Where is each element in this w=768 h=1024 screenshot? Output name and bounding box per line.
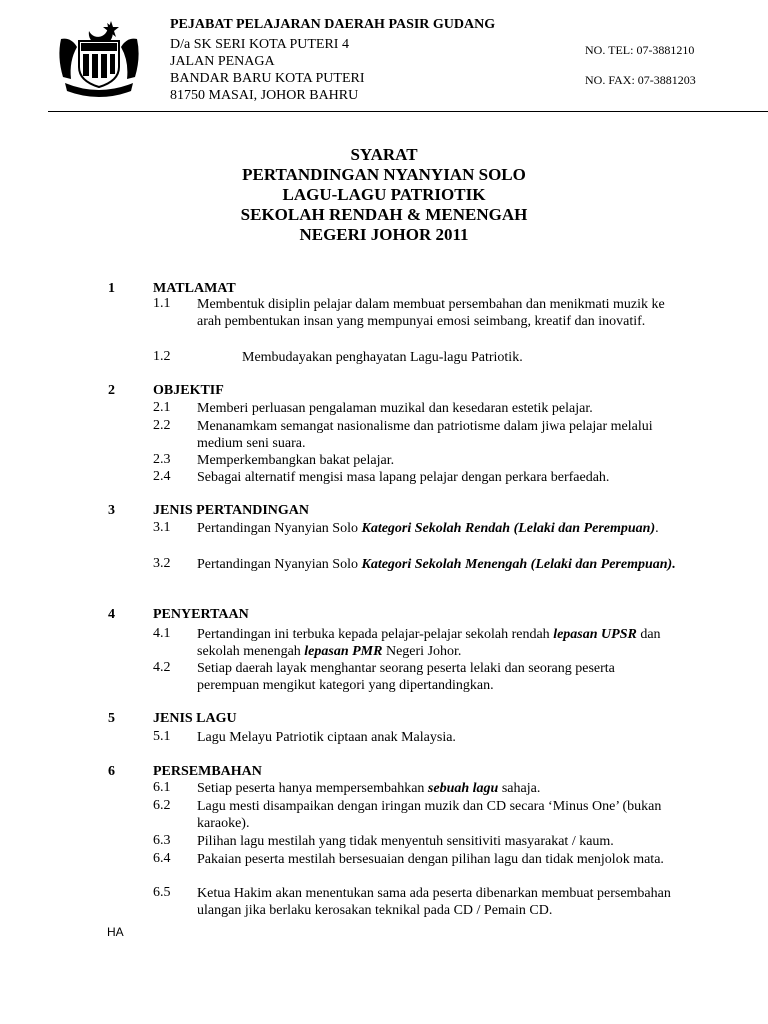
text-run: Pilihan lagu mestilah yang tidak menyentuh sensitiviti masyarakat / kaum.	[197, 834, 614, 849]
section-number: 1	[108, 281, 115, 296]
text-run: Pertandingan Nyanyian Solo	[197, 557, 362, 572]
text-run: Menanamkam semangat nasionalisme dan patriotisme dalam jiwa pelajar melalui medium seni suara.	[197, 419, 653, 451]
item-number: 5.1	[153, 729, 171, 744]
text-run: Sebagai alternatif mengisi masa lapang pelajar dengan perkara berfaedah.	[197, 470, 610, 485]
address-line: D/a SK SERI KOTA PUTERI 4	[170, 37, 349, 52]
section-number: 4	[108, 607, 115, 622]
fax-number: NO. FAX: 07-3881203	[585, 73, 696, 87]
item-number: 4.1	[153, 626, 171, 641]
text-run: Setiap daerah layak menghantar seorang peserta lelaki dan seorang peserta perempuan mengikut kategori yang dipertandingkan.	[197, 661, 615, 693]
item-text	[197, 296, 677, 330]
item-number: 6.4	[153, 851, 171, 866]
emphasized-text: sebuah lagu	[427, 781, 499, 796]
text-run: Setiap peserta hanya mempersembahkan	[197, 781, 428, 796]
section-heading: JENIS LAGU	[153, 711, 237, 726]
address-line: BANDAR BARU KOTA PUTERI	[170, 71, 365, 86]
section-number: 6	[108, 764, 115, 779]
address-line: JALAN PENAGA	[170, 54, 275, 69]
item-number: 1.1	[153, 296, 171, 311]
text-run: Membentuk disiplin pelajar dalam membuat persembahan dan menikmati muzik ke arah pembentukan insan yang mempunyai emosi seimbang, kreatif dan inovatif.	[197, 297, 665, 329]
item-text	[197, 418, 677, 452]
text-run: Membudayakan penghayatan Lagu-lagu Patriotik.	[242, 350, 523, 365]
item-number: 4.2	[153, 660, 171, 675]
item-number: 6.2	[153, 798, 171, 813]
item-number: 6.5	[153, 885, 171, 900]
office-name: PEJABAT PELAJARAN DAERAH PASIR GUDANG	[170, 17, 496, 32]
text-run: Memperkembangkan bakat pelajar.	[197, 453, 395, 468]
section-number: 3	[108, 503, 115, 518]
emphasized-text: lepasan PMR	[304, 644, 383, 659]
text-run: .	[655, 521, 659, 536]
item-text	[197, 349, 677, 366]
item-text	[197, 400, 677, 417]
footer-initials: HA	[107, 925, 124, 939]
item-number: 2.4	[153, 469, 171, 484]
document-title-line: PERTANDINGAN NYANYIAN SOLO	[242, 165, 526, 184]
section-number: 2	[108, 383, 115, 398]
item-text	[197, 626, 677, 660]
item-number: 6.3	[153, 833, 171, 848]
item-number: 6.1	[153, 780, 171, 795]
item-text	[197, 469, 677, 486]
emphasized-text: Kategori Sekolah Menengah (Lelaki dan Perempuan).	[361, 557, 676, 572]
section-heading: PENYERTAAN	[153, 607, 249, 622]
document-title-line: NEGERI JOHOR 2011	[299, 225, 469, 244]
text-run: Memberi perluasan pengalaman muzikal dan kesedaran estetik pelajar.	[197, 401, 593, 416]
section-heading: OBJEKTIF	[153, 383, 224, 398]
text-run: dan sekolah menengah	[197, 627, 661, 659]
item-text	[197, 660, 677, 694]
text-run: Negeri Johor.	[382, 644, 462, 659]
item-text	[197, 556, 677, 573]
item-text	[197, 729, 677, 746]
item-text	[197, 452, 677, 469]
item-number: 2.2	[153, 418, 171, 433]
item-text	[197, 885, 677, 919]
item-text	[197, 851, 677, 868]
emphasized-text: Kategori Sekolah Rendah (Lelaki dan Perempuan)	[361, 521, 656, 536]
item-text	[197, 798, 677, 832]
document-title-line: SYARAT	[350, 145, 418, 164]
item-text	[197, 780, 677, 797]
section-number: 5	[108, 711, 115, 726]
telephone-number: NO. TEL: 07-3881210	[585, 43, 695, 57]
item-number: 1.2	[153, 349, 171, 364]
text-run: Lagu Melayu Patriotik ciptaan anak Malaysia.	[197, 730, 456, 745]
item-text	[197, 833, 677, 850]
section-heading: PERSEMBAHAN	[153, 764, 262, 779]
text-run: sahaja.	[498, 781, 541, 796]
document-title-line: LAGU-LAGU PATRIOTIK	[282, 185, 486, 204]
text-run: Lagu mesti disampaikan dengan iringan muzik dan CD secara ‘Minus One’ (bukan karaoke).	[197, 799, 662, 831]
text-run: Pakaian peserta mestilah bersesuaian dengan pilihan lagu dan tidak menjolok mata.	[197, 852, 664, 867]
section-heading: MATLAMAT	[153, 281, 236, 296]
text-run: Pertandingan Nyanyian Solo	[197, 521, 362, 536]
address-line: 81750 MASAI, JOHOR BAHRU	[170, 88, 359, 103]
item-number: 2.1	[153, 400, 171, 415]
item-number: 3.2	[153, 556, 171, 571]
item-number: 2.3	[153, 452, 171, 467]
document-title-line: SEKOLAH RENDAH & MENENGAH	[240, 205, 528, 224]
header-divider	[48, 111, 768, 112]
text-run: Ketua Hakim akan menentukan sama ada peserta dibenarkan membuat persembahan ulangan jika berlaku kerosakan teknikal pada CD / Pemain CD.	[197, 886, 671, 918]
item-text	[197, 520, 677, 537]
text-run: Pertandingan ini terbuka kepada pelajar-pelajar sekolah rendah	[197, 627, 554, 642]
item-number: 3.1	[153, 520, 171, 535]
section-heading: JENIS PERTANDINGAN	[153, 503, 309, 518]
emphasized-text: lepasan UPSR	[553, 627, 637, 642]
coat-of-arms-emblem	[55, 17, 143, 99]
